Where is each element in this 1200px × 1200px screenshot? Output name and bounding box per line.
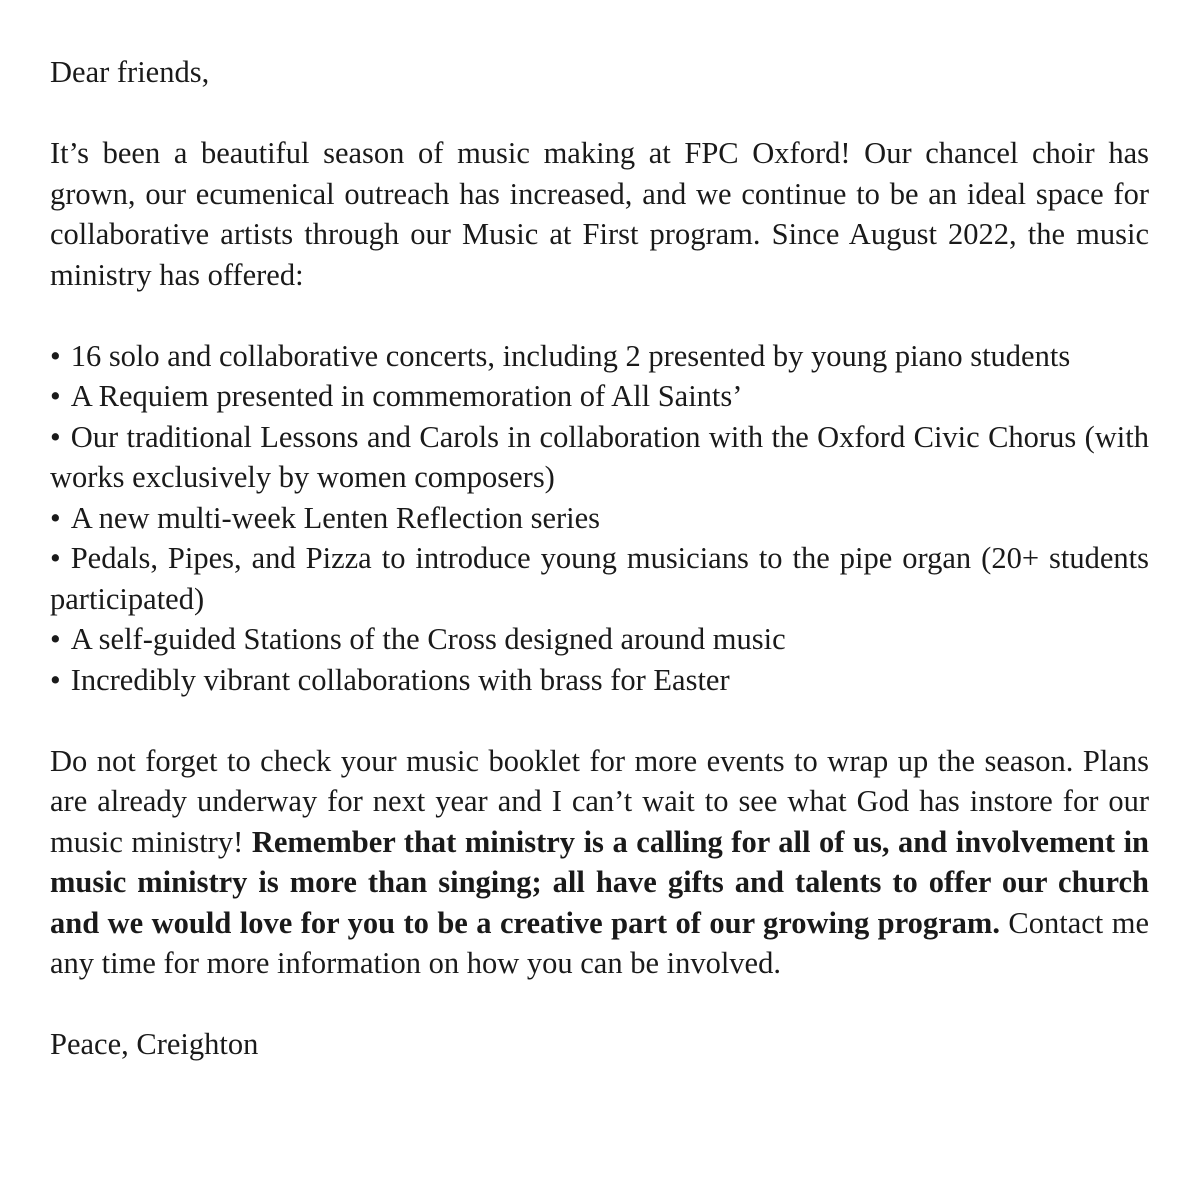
- letter-greeting: Dear friends,: [50, 55, 210, 89]
- list-item-text: A Requiem presented in commemoration of All Saints’: [70, 379, 743, 413]
- list-item: [50, 376, 1149, 417]
- closing-paragraph: [50, 741, 1149, 984]
- bullet-icon: •: [50, 622, 61, 656]
- closing-text-after: Contact me any time for more information on how you can be involved.: [50, 905, 1149, 980]
- list-item: [50, 538, 1149, 619]
- list-item-text: Our traditional Lessons and Carols in collaboration with the Oxford Civic Chorus (with works exclusively by women composers): [50, 419, 1149, 494]
- letter-body: [50, 52, 1149, 1065]
- list-item-text: Incredibly vibrant collaborations with brass for Easter: [70, 662, 730, 697]
- list-item: [50, 498, 1149, 539]
- closing-text-before: Do not forget to check your music booklet for more events to wrap up the season. Plans are already underway for next year and I can’t wait to see what God has instore for our music ministry!: [50, 743, 1149, 859]
- bullet-icon: •: [50, 419, 61, 454]
- bullet-icon: •: [50, 500, 61, 535]
- bullet-icon: •: [50, 379, 61, 413]
- list-item: [50, 336, 1149, 377]
- list-item: [50, 417, 1149, 498]
- closing-text-bold: Remember that ministry is a calling for all of us, and involvement in music ministry is more than singing; all have gifts and talents to offer our church and we would love for you to be a creative part of our growing program.: [50, 824, 1150, 940]
- intro-paragraph: It’s been a beautiful season of music making at FPC Oxford! Our chancel choir has grown, our ecumenical outreach has increased, and we continue to be an ideal space for collaborative artists through our Music at First program. Since August 2022, the music ministry has offered:: [50, 136, 1149, 292]
- list-item-text: 16 solo and collaborative concerts, including 2 presented by young piano students: [70, 338, 1071, 373]
- bullet-icon: •: [50, 541, 61, 575]
- letter-signoff: Peace, Creighton: [50, 1027, 259, 1061]
- list-item-text: A new multi-week Lenten Reflection series: [70, 500, 601, 535]
- bullet-icon: •: [50, 338, 61, 373]
- list-item-text: A self-guided Stations of the Cross designed around music: [70, 622, 786, 656]
- highlights-list: [50, 336, 1149, 701]
- list-item: [50, 619, 1149, 660]
- list-item: [50, 660, 1149, 701]
- bullet-icon: •: [50, 662, 61, 697]
- list-item-text: Pedals, Pipes, and Pizza to introduce young musicians to the pipe organ (20+ students participated): [50, 541, 1149, 616]
